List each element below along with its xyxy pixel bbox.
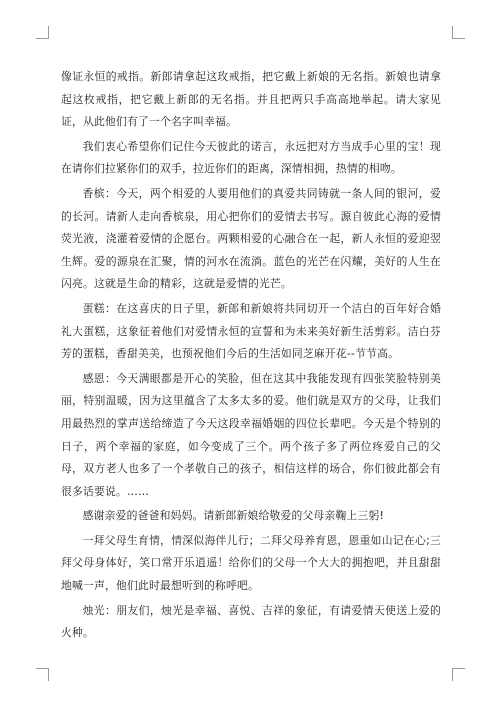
paragraph-three-bows: 一拜父母生育情，情深似海伴儿行；二拜父母养育恩，恩重如山记在心;三拜父母身体好，笑口常开乐逍遥！给你们的父母一个大大的拥抱吧，并且甜甜地喊一声，他们此时最想听到的称呼吧。 — [61, 533, 441, 593]
document-body — [61, 66, 441, 647]
paragraph-cake: 蛋糕：在这喜庆的日子里，新郎和新娘将共同切开一个洁白的百年好合婚礼大蛋糕，这象征着他们对爱情永恒的宣誓和为未来美好新生活剪彩。洁白芬芳的蛋糕，香甜美美，也预祝他们今后的生活如同芝麻开花--节节高。 — [61, 301, 441, 361]
paragraph-thank-parents: 感谢亲爱的爸爸和妈妈。请新郎新娘给敬爱的父母亲鞠上三躬! — [82, 509, 385, 523]
paragraph-candlelight: 烛光：朋友们，烛光是幸福、喜悦、吉祥的象征，有请爱情天使送上爱的火种。 — [61, 603, 441, 640]
paragraph-champagne: 香槟：今天，两个相爱的人要用他们的真爱共同铸就一条人间的银河，爱的长河。请新人走向香槟泉，用心把你们的爱情去书写。源自彼此心海的爱情荧光液，浇灌着爱情的企愿台。两颗相爱的心融合在一起，新人永恒的爱迎翌生辉。爱的源泉在汇聚，情的河水在流淌。蓝色的光芒在闪耀，美好的人生在闪亮。这就是生命的精彩，这就是爱情的光芒。 — [61, 186, 441, 291]
paragraph-promise: 我们衷心希望你们记住今天彼此的诺言，永远把对方当成手心里的宝！现在请你们拉紧你们的双手，拉近你们的距离，深情相拥，热情的相吻。 — [61, 139, 441, 176]
paragraph-gratitude: 感恩：今天满眼都是开心的笑脸，但在这其中我能发现有四张笑脸特别美丽，特别温暖，因为这里蕴含了太多太多的爱。他们就是双方的父母，让我们用最热烈的掌声送给缔造了今天这段幸福婚姻的四位长辈吧。今天是个特别的日子，两个幸福的家庭，如今变成了三个。两个孩子多了两位疼爱自己的父母，双方老人也多了一个孝敬自己的孩子，相信这样的场合，你们彼此都会有很多话要说。…… — [61, 371, 441, 498]
crop-mark-bottom-right — [452, 668, 465, 681]
paragraph-ring-vow: 像证永恒的戒指。新郎请拿起这玫戒指，把它戴上新娘的无名指。新娘也请拿起这枚戒指，把它戴上新郎的无名指。并且把两只手高高地举起。请大家见证，从此他们有了一个名字叫幸福。 — [61, 70, 441, 129]
crop-mark-bottom-left — [36, 668, 49, 681]
crop-mark-top-right — [452, 26, 465, 39]
crop-mark-top-left — [36, 26, 49, 39]
